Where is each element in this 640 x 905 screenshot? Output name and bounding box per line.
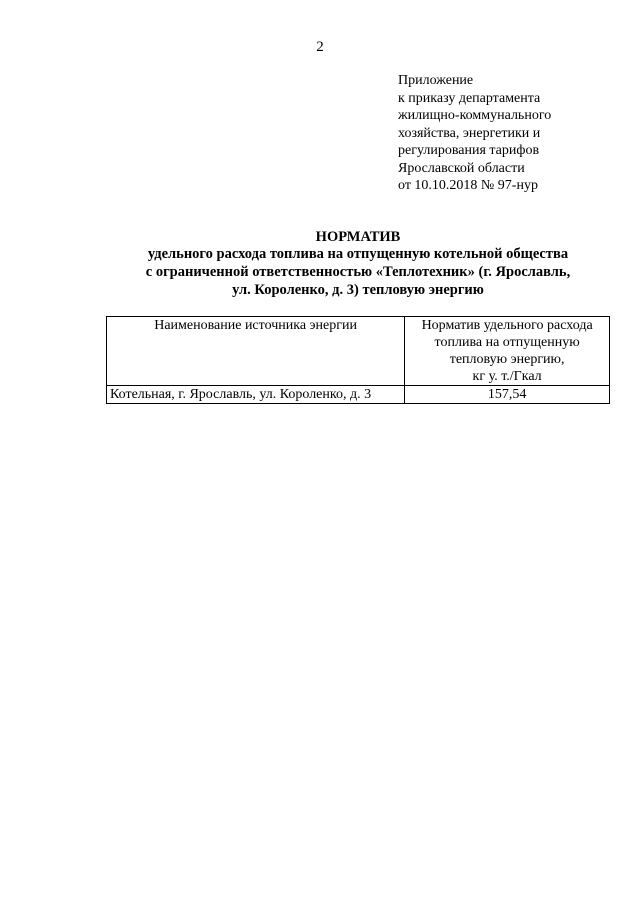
appendix-line: Ярославской области [398,160,525,176]
appendix-line: к приказу департамента [398,90,541,106]
document-title: НОРМАТИВ [315,229,401,245]
table-row [107,386,610,404]
appendix-line: от 10.10.2018 № 97-нур [398,178,538,193]
norm-table [106,316,610,404]
subtitle-line: ул. Короленко, д. 3) тепловую энергию [232,282,484,298]
appendix-line: регулирования тарифов [398,143,540,158]
header-norm-line: кг у. т./Гкал [472,369,542,384]
row-source: Котельная, г. Ярославль, ул. Короленко, д. 3 [107,386,405,404]
document-subtitle [0,245,640,299]
subtitle-line: удельного расхода топлива на отпущенную котельной общества [147,246,569,262]
row-norm-value: 157,54 [405,386,610,404]
header-norm-line: Норматив удельного расхода [421,318,593,333]
header-norm [405,317,610,386]
appendix-line: хозяйства, энергетики и [398,125,541,141]
table-header-row [107,317,610,386]
header-norm-line: топлива на отпущенную [434,335,580,350]
page-number: 2 [316,39,324,55]
appendix-line: жилищно-коммунального [398,108,552,123]
appendix-block [398,72,628,195]
subtitle-line: с ограниченной ответственностью «Теплотехник» (г. Ярославль, [145,264,571,280]
header-norm-line: тепловую энергию, [449,352,565,367]
appendix-line: Приложение [398,73,474,88]
header-source: Наименование источника энергии [107,317,405,386]
